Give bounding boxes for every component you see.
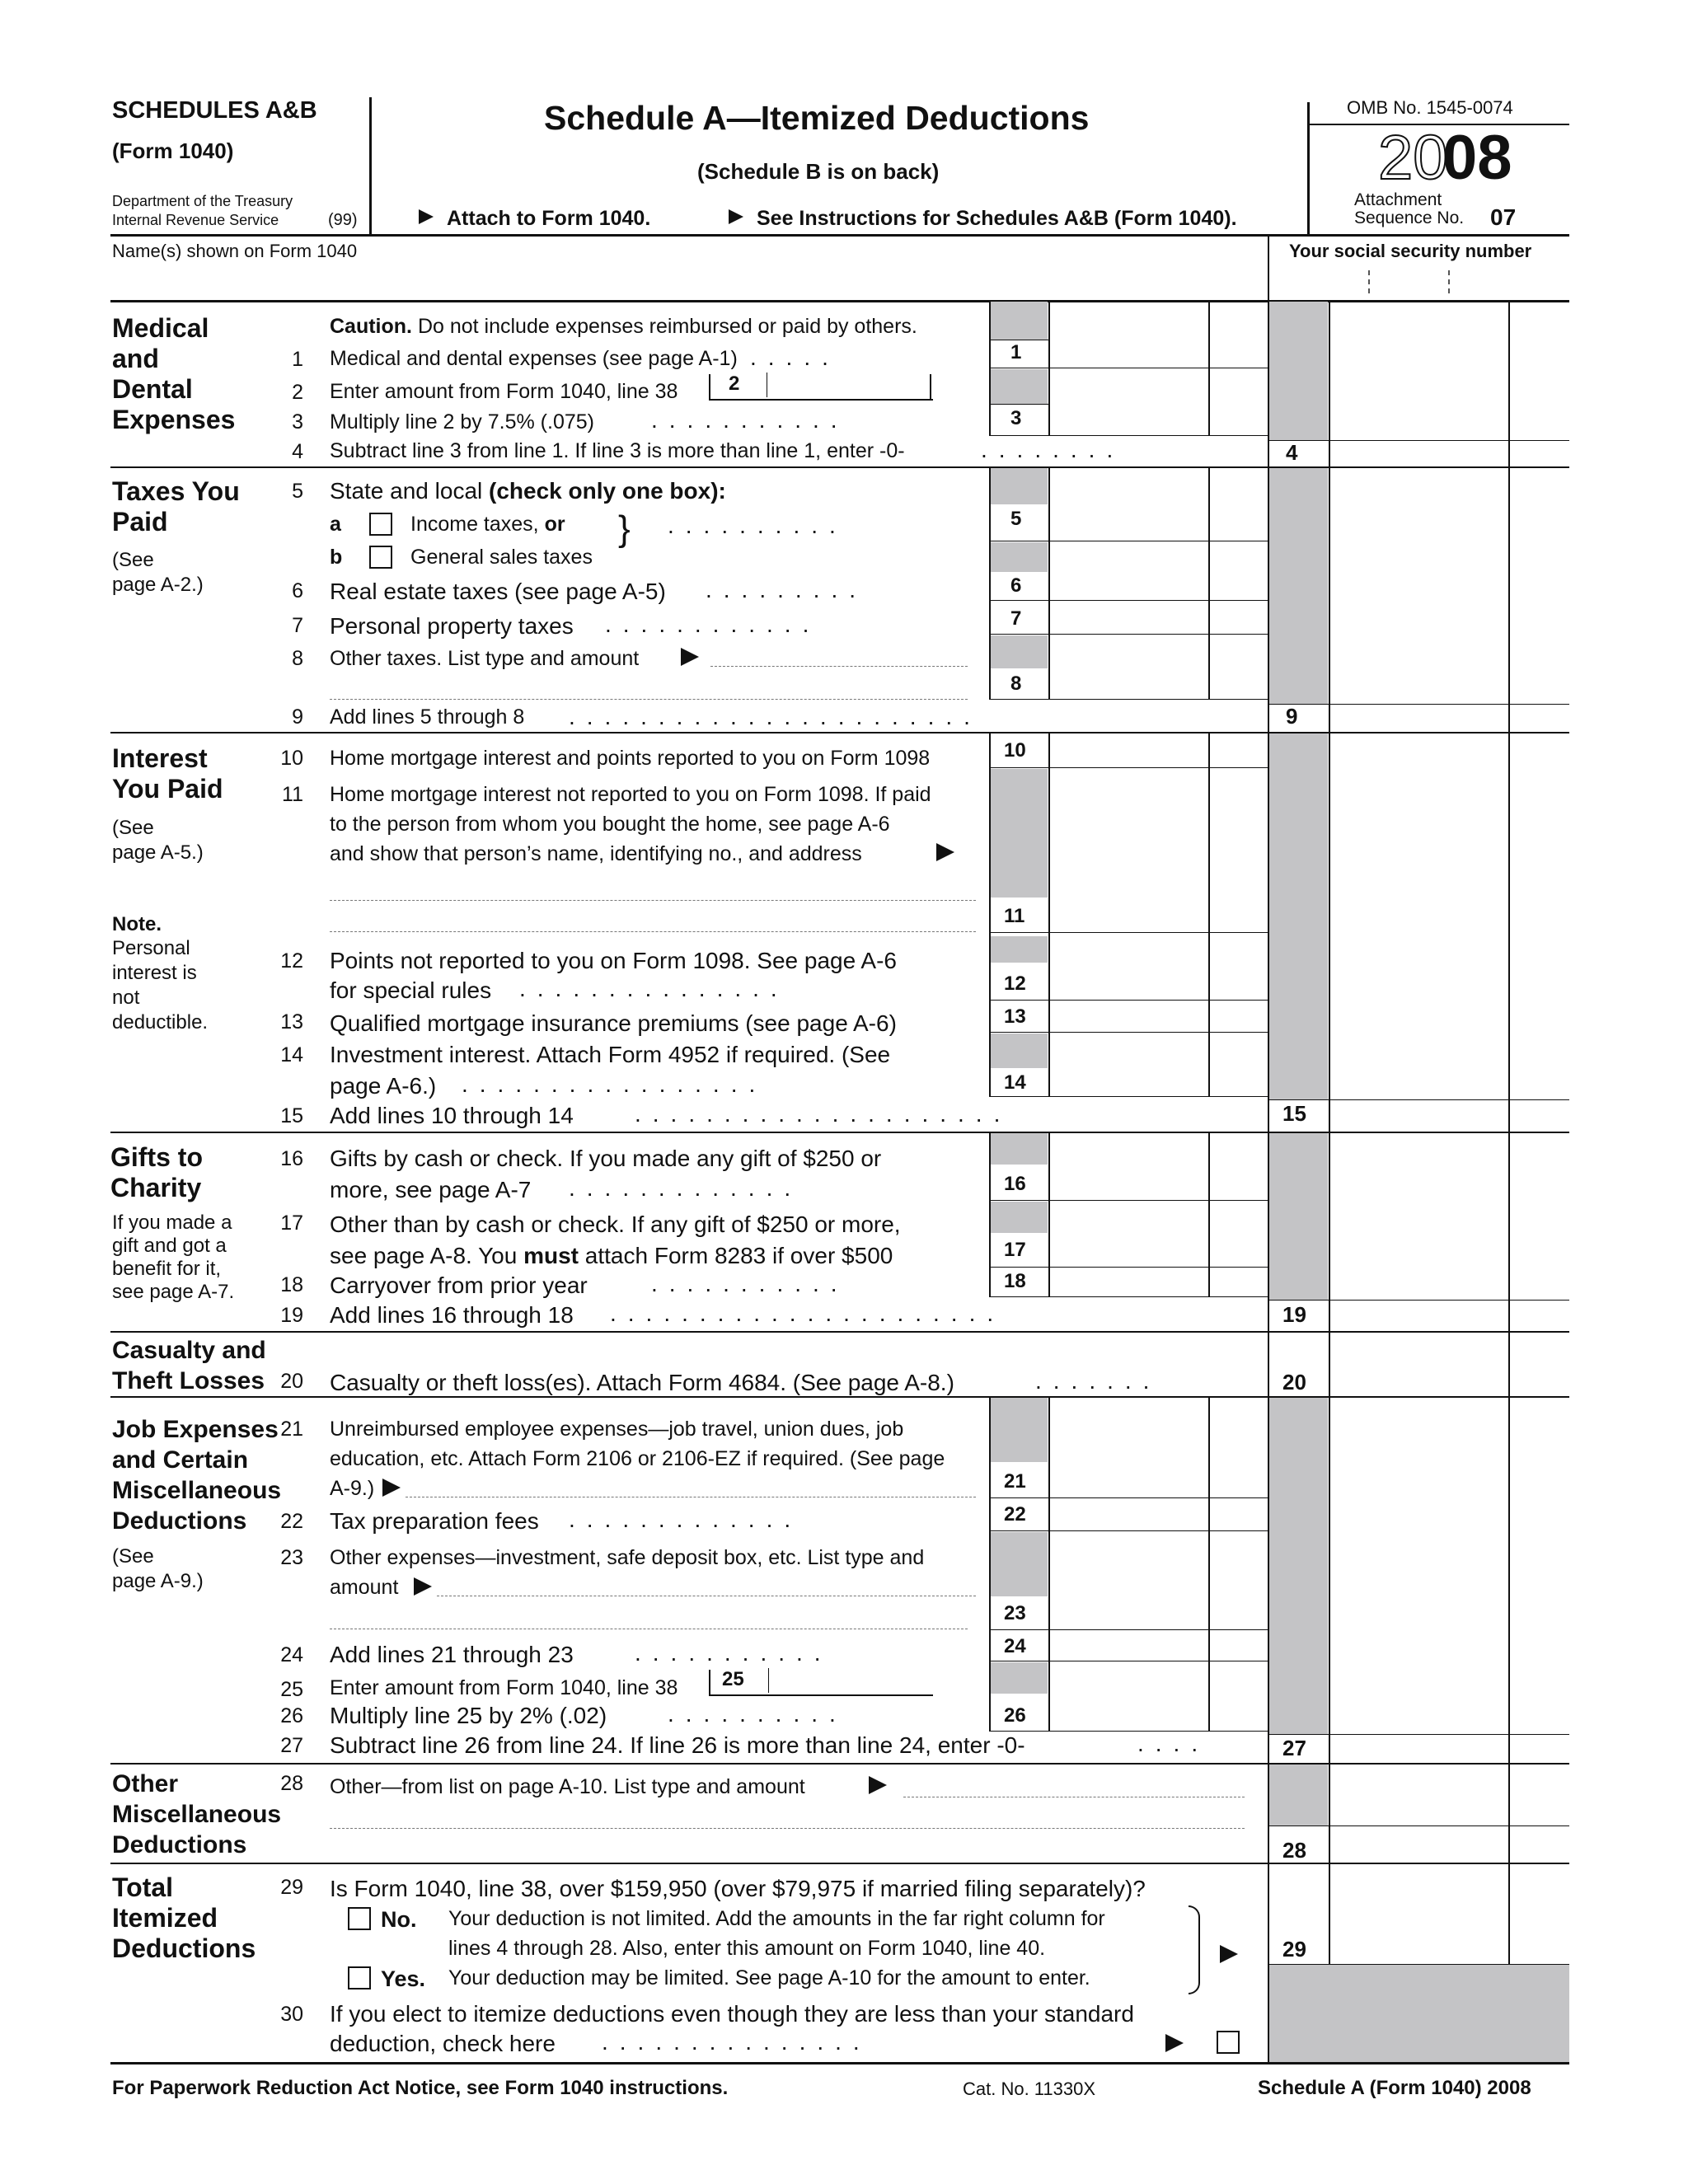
line-3-label: Multiply line 2 by 7.5% (.075) [330, 410, 594, 434]
line-21-label-c: A-9.) [330, 1477, 375, 1500]
line-number-18: 18 [280, 1273, 303, 1296]
section-medical: Medical and Dental Expenses [112, 313, 236, 434]
outer-column-label-divider [1329, 300, 1330, 2062]
line-11-arrow-icon [936, 843, 954, 861]
line-21-amount[interactable] [1050, 1466, 1266, 1496]
line-23-amount[interactable] [1050, 1598, 1266, 1628]
line-11-label-b: to the person from whom you bought the home, see page A-6 [330, 813, 890, 836]
inner-box-8: 8 [1010, 673, 1022, 695]
header-divider-left [369, 97, 372, 234]
header-rule [110, 234, 1569, 237]
line-10-label: Home mortgage interest and points reported to you on Form 1098 [330, 747, 931, 770]
line-24-label: Add lines 21 through 23 [330, 1642, 574, 1667]
form-subtitle: (Schedule B is on back) [697, 159, 940, 184]
general-sales-taxes-checkbox[interactable] [369, 546, 392, 569]
line-3-amount[interactable] [1050, 407, 1266, 434]
line-27-amount[interactable] [1330, 1706, 1568, 1734]
dots-22: ............. [569, 1507, 803, 1532]
inner-box-23: 23 [1004, 1602, 1026, 1624]
dots-5: .......... [668, 513, 847, 538]
inner-rule-12 [989, 1000, 1268, 1001]
line-19-amount[interactable] [1330, 1272, 1568, 1300]
inner-box-13: 13 [1004, 1005, 1026, 1028]
inner-box-26: 26 [1004, 1704, 1026, 1727]
inner-rule-18 [989, 1296, 1268, 1297]
line-number-1: 1 [292, 348, 303, 371]
line-21-arrow-icon [382, 1479, 401, 1497]
dots-14: ................. [462, 1071, 767, 1097]
inner-rule-11 [989, 932, 1268, 933]
inner-box-12: 12 [1004, 972, 1026, 995]
line-29-no-text-2: lines 4 through 28. Also, enter this amount on Form 1040, line 40. [448, 1937, 1046, 1960]
inner-box-7: 7 [1010, 607, 1022, 630]
note-text: Personal interest is not deductible. [112, 937, 209, 1033]
line-1-label: Medical and dental expenses (see page A-1) [330, 347, 738, 370]
shade-inner-1 [991, 302, 1048, 340]
line-25-label: Enter amount from Form 1040, line 38 [330, 1676, 678, 1699]
inner-rule-22 [989, 1530, 1268, 1531]
line-13-amount[interactable] [1050, 1001, 1266, 1030]
line-number-4: 4 [292, 440, 303, 463]
line-11-label-c: and show that person’s name, identifying no., and address [330, 842, 862, 865]
line-number-21: 21 [280, 1418, 303, 1441]
line-21-label-b: education, etc. Attach Form 2106 or 2106-EZ if required. (See page [330, 1447, 945, 1470]
line-number-3: 3 [292, 410, 303, 434]
line-number-23: 23 [280, 1546, 303, 1569]
inner-box-22: 22 [1004, 1503, 1026, 1526]
line-30-checkbox[interactable] [1217, 2031, 1240, 2054]
line-number-10: 10 [280, 747, 303, 770]
dots-30: ............... [602, 2029, 871, 2055]
inner-box-6: 6 [1010, 574, 1022, 597]
inner-box-18: 18 [1004, 1270, 1026, 1292]
line-14-label-b: page A-6.) [330, 1073, 437, 1099]
instructions-arrow-icon [729, 209, 743, 224]
dots-19: ...................... [610, 1301, 1006, 1326]
line-5-label: State and local (check only one box): [330, 478, 726, 504]
rule-after-casualty [110, 1396, 1569, 1398]
attach-arrow-icon [419, 209, 434, 224]
line-number-2: 2 [292, 381, 303, 404]
line-11-entry-2[interactable] [330, 931, 976, 932]
line-8-amount[interactable] [1050, 668, 1266, 697]
line-17-amount[interactable] [1050, 1235, 1266, 1265]
line-18-amount[interactable] [1050, 1268, 1266, 1295]
inner-rule-16 [989, 1200, 1268, 1201]
rule-after-interest [110, 1132, 1569, 1133]
year-bold: 08 [1442, 123, 1512, 193]
outer-box-27: 27 [1282, 1736, 1306, 1760]
line-29-amount[interactable] [1330, 1929, 1568, 1964]
shade-inner-21 [991, 1398, 1048, 1462]
dots-1: ..... [750, 344, 840, 370]
shade-inner-25 [991, 1662, 1048, 1694]
inner-cents-div-job [1208, 1398, 1210, 1731]
dots-4: ........ [981, 437, 1125, 462]
line-30-arrow-icon [1165, 2034, 1184, 2052]
line-29-label: Is Form 1040, line 38, over $159,950 (over $79,975 if married filing separately)? [330, 1876, 1146, 1901]
outer-box-9: 9 [1286, 704, 1298, 729]
schedule-footer: Schedule A (Form 1040) 2008 [1258, 2077, 1531, 2099]
inner-rule-b [989, 404, 1048, 405]
inner-box-10: 10 [1004, 739, 1026, 762]
attach-text: Attach to Form 1040. [447, 207, 651, 230]
line-23-label-b: amount [330, 1576, 399, 1599]
line-22-amount[interactable] [1050, 1499, 1266, 1529]
line-5b-label: General sales taxes [410, 546, 593, 569]
line-20-label: Casualty or theft loss(es). Attach Form 4684. (See page A-8.) [330, 1370, 954, 1395]
year-light: 20 [1378, 123, 1448, 193]
dots-12: ............... [519, 976, 789, 1001]
line-21-label-a: Unreimbursed employee expenses—job travel, union dues, job [330, 1418, 904, 1441]
line-29-brace [1189, 1905, 1200, 1994]
line-number-8: 8 [292, 647, 303, 670]
inner-label-div-job [1048, 1398, 1050, 1731]
line-number-29: 29 [280, 1876, 303, 1899]
caution-text: Caution. Do not include expenses reimbursed or paid by others. [330, 315, 917, 338]
line-26-label: Multiply line 25 by 2% (.02) [330, 1703, 607, 1728]
line-number-17: 17 [280, 1212, 303, 1235]
ssn-field[interactable] [1273, 262, 1568, 298]
line-number-14: 14 [280, 1043, 303, 1066]
line-17-label-a: Other than by cash or check. If any gift of $250 or more, [330, 1212, 901, 1237]
section-other: Other Miscellaneous Deductions [112, 1770, 282, 1858]
rule-after-taxes [110, 732, 1569, 733]
line-number-11: 11 [282, 783, 303, 806]
line-8-label: Other taxes. List type and amount [330, 647, 640, 670]
omb-number: OMB No. 1545-0074 [1347, 97, 1513, 118]
names-label: Name(s) shown on Form 1040 [112, 241, 358, 261]
line-15-amount[interactable] [1330, 1071, 1568, 1099]
outer-rule-28 [1268, 1825, 1569, 1826]
line-number-30: 30 [280, 2003, 303, 2026]
line-number-5: 5 [292, 480, 303, 503]
line-16-label-b: more, see page A-7 [330, 1177, 532, 1202]
rule-after-other [110, 1863, 1569, 1864]
inner-rule-26 [989, 1731, 1268, 1732]
shade-inner-17 [991, 1202, 1048, 1233]
outer-rule-19 [1268, 1300, 1569, 1301]
line-10-amount[interactable] [1050, 736, 1266, 766]
shade-inner-5a [991, 468, 1048, 504]
line-14-amount[interactable] [1050, 1065, 1266, 1094]
rule-after-medical [110, 466, 1569, 468]
shade-inner-23 [991, 1532, 1048, 1596]
line-16-amount[interactable] [1050, 1169, 1266, 1198]
section-interest: Interest You Paid [112, 743, 223, 804]
shade-outer-taxes [1269, 468, 1328, 704]
line-number-9: 9 [292, 705, 303, 729]
line-number-19: 19 [280, 1304, 303, 1327]
dots-15: ..................... [635, 1101, 1012, 1127]
outer-box-19: 19 [1282, 1302, 1306, 1327]
shade-outer-medical [1269, 302, 1328, 440]
line-number-22: 22 [280, 1510, 303, 1533]
shade-outer-gifts [1269, 1133, 1328, 1300]
inner-box-17: 17 [1004, 1239, 1026, 1261]
ssn-separator-2 [1448, 270, 1450, 293]
outer-box-4: 4 [1286, 440, 1298, 465]
line-17-label-b: see page A-8. You must attach Form 8283 if over $500 [330, 1243, 893, 1268]
line-11-label-a: Home mortgage interest not reported to you on Form 1098. If paid [330, 783, 931, 806]
line-12-label-a: Points not reported to you on Form 1098. See page A-6 [330, 948, 897, 973]
line-7-amount[interactable] [1050, 602, 1266, 632]
inner-rule-6 [989, 600, 1268, 601]
inner-box-5: 5 [1010, 508, 1022, 530]
line-26-amount[interactable] [1050, 1699, 1266, 1729]
line-11-entry-1[interactable] [330, 900, 976, 901]
line-number-6: 6 [292, 579, 303, 602]
line-5a-letter: a [330, 513, 341, 536]
line-12-label-b: for special rules [330, 977, 492, 1003]
outer-rule-4 [1268, 440, 1569, 441]
line-4-label: Subtract line 3 from line 1. If line 3 is more than line 1, enter -0- [330, 439, 905, 462]
attachment-label: Attachment [1354, 190, 1442, 209]
ssn-label: Your social security number [1289, 241, 1532, 261]
line-8-entry-2[interactable] [330, 699, 968, 700]
dots-20: ....... [1035, 1368, 1161, 1394]
line-5-amount[interactable] [1050, 508, 1266, 539]
outer-box-29: 29 [1282, 1937, 1306, 1961]
section-total: Total Itemized Deductions [112, 1872, 256, 1963]
line-number-12: 12 [280, 949, 303, 972]
outer-cents-divider [1508, 300, 1510, 2062]
outer-rule-9 [1268, 704, 1569, 705]
line-1-amount[interactable] [1050, 341, 1266, 368]
line-28-entry-2[interactable] [330, 1828, 1245, 1829]
outer-rule-15 [1268, 1099, 1569, 1100]
line-11-amount[interactable] [1050, 901, 1266, 930]
inner-box-14: 14 [1004, 1071, 1026, 1094]
line-23-arrow-icon [414, 1577, 432, 1596]
line-5a-label: Income taxes, or [410, 513, 565, 536]
line-2-label: Enter amount from Form 1040, line 38 [330, 380, 678, 403]
name-rule [110, 300, 1569, 302]
irs-label: Internal Revenue Service [112, 212, 279, 228]
line-number-26: 26 [280, 1704, 303, 1727]
inner-box-16: 16 [1004, 1173, 1026, 1195]
shade-inner-12 [991, 936, 1048, 963]
line-29-yes-text: Your deduction may be limited. See page A-10 for the amount to enter. [448, 1966, 1090, 1990]
line-13-label: Qualified mortgage insurance premiums (see page A-6) [330, 1010, 897, 1036]
form-label: (Form 1040) [112, 138, 234, 163]
paperwork-notice: For Paperwork Reduction Act Notice, see Form 1040 instructions. [112, 2077, 729, 2099]
inner-rule-13 [989, 1032, 1268, 1033]
dots-26: .......... [668, 1701, 847, 1727]
line-8-entry-1[interactable] [710, 666, 968, 667]
outer-box-20: 20 [1282, 1370, 1306, 1394]
inner-rule-17 [989, 1267, 1268, 1268]
line-30-label-a: If you elect to itemize deductions even though they are less than your standard [330, 2001, 1134, 2027]
line-number-15: 15 [280, 1104, 303, 1127]
inner-rule-8 [989, 699, 1268, 700]
income-taxes-checkbox[interactable] [369, 513, 392, 536]
shade-inner-8 [991, 635, 1048, 668]
section-job-see: (See page A-9.) [112, 1545, 204, 1592]
dots-6: ......... [706, 577, 868, 602]
line-20-amount[interactable] [1330, 1363, 1568, 1396]
outer-rule-27 [1268, 1734, 1569, 1735]
line-7-label: Personal property taxes [330, 613, 574, 639]
line-29-arrow-icon [1220, 1945, 1238, 1963]
dots-18: ........... [651, 1271, 849, 1296]
shade-inner-14 [991, 1033, 1048, 1068]
line-2-inline-box[interactable] [709, 374, 933, 401]
outer-rule-29 [1268, 1964, 1569, 1965]
line-29-no-checkbox[interactable] [348, 1907, 371, 1930]
line-6-label: Real estate taxes (see page A-5) [330, 579, 666, 604]
section-gifts-note: If you made a gift and got a benefit for it, see page A-7. [112, 1212, 235, 1303]
line-6-amount[interactable] [1050, 569, 1266, 598]
line-29-yes-label: Yes. [381, 1966, 426, 1991]
shade-inner-16 [991, 1133, 1048, 1165]
line-2-inline-box-end [930, 374, 931, 401]
line-25-box-number: 25 [722, 1668, 744, 1690]
shade-inner-2 [991, 369, 1048, 404]
ssn-separator-1 [1368, 270, 1370, 293]
inner-rule-14 [989, 1096, 1268, 1097]
line-2-box-number: 2 [729, 373, 740, 395]
line-number-25: 25 [280, 1678, 303, 1701]
rule-after-gifts [110, 1331, 1569, 1333]
line-23-label-a: Other expenses—investment, safe deposit box, etc. List type and [330, 1546, 925, 1569]
section-casualty: Casualty and Theft Losses [112, 1337, 266, 1394]
section-interest-see: (See page A-5.) [112, 817, 204, 864]
dept-label: Department of the Treasury [112, 193, 293, 209]
sequence-label: Sequence No. [1354, 209, 1465, 227]
code-99: (99) [328, 211, 358, 229]
section-taxes-see: (See page A-2.) [112, 549, 204, 596]
line-number-24: 24 [280, 1643, 303, 1666]
dots-7: ............ [605, 612, 821, 637]
line-29-no-label: No. [381, 1907, 417, 1932]
dots-24: ........... [635, 1640, 832, 1666]
header-divider-right [1307, 102, 1310, 234]
ssn-divider [1268, 236, 1269, 300]
instructions-text: See Instructions for Schedules A&B (Form 1040). [757, 207, 1237, 230]
catalog-number: Cat. No. 11330X [963, 2079, 1096, 2099]
line-12-amount[interactable] [1050, 968, 1266, 998]
dots-27: .... [1137, 1731, 1210, 1756]
line-15-label: Add lines 10 through 14 [330, 1103, 574, 1128]
dots-9: ....................... [569, 704, 982, 729]
sequence-number: 07 [1490, 204, 1517, 230]
dots-3: ........... [651, 407, 849, 433]
shade-outer-interest [1269, 733, 1328, 1099]
line-28-label: Other—from list on page A-10. List type and amount [330, 1775, 805, 1798]
rule-bottom [110, 2062, 1569, 2064]
dots-16: ............. [569, 1175, 803, 1201]
line-4-amount[interactable] [1330, 412, 1568, 440]
shade-outer-line30 [1269, 1964, 1569, 2062]
inner-box-1: 1 [1010, 341, 1022, 363]
shade-outer-job [1269, 1398, 1328, 1734]
shade-inner-5b [991, 542, 1048, 572]
inner-rule-7 [989, 634, 1268, 635]
outer-box-28: 28 [1282, 1838, 1306, 1863]
line-22-label: Tax preparation fees [330, 1508, 539, 1534]
section-taxes: Taxes You Paid [112, 476, 240, 537]
shade-outer-other [1269, 1765, 1328, 1825]
line-number-16: 16 [280, 1147, 303, 1170]
line-number-7: 7 [292, 614, 303, 637]
inner-box-24: 24 [1004, 1635, 1026, 1657]
inner-box-3: 3 [1010, 407, 1022, 429]
line-5-brace: } [618, 509, 631, 549]
line-28-arrow-icon [869, 1776, 887, 1794]
line-28-amount[interactable] [1330, 1827, 1568, 1863]
outer-box-15: 15 [1282, 1101, 1306, 1126]
note-label: Note. [112, 913, 162, 935]
line-29-no-text-1: Your deduction is not limited. Add the amounts in the far right column for [448, 1907, 1105, 1930]
line-29-yes-checkbox[interactable] [348, 1966, 371, 1990]
line-25-box-divider [768, 1668, 769, 1693]
form-title: Schedule A—Itemized Deductions [544, 99, 1090, 137]
line-number-27: 27 [280, 1734, 303, 1757]
line-8-arrow-icon [681, 648, 699, 666]
line-9-label: Add lines 5 through 8 [330, 705, 525, 729]
line-24-amount[interactable] [1050, 1631, 1266, 1659]
section-gifts: Gifts to Charity [110, 1142, 203, 1202]
line-number-13: 13 [280, 1010, 303, 1033]
inner-box-11: 11 [1004, 905, 1025, 927]
inner-rule-10 [989, 767, 1268, 768]
line-number-20: 20 [280, 1370, 303, 1393]
line-30-label-b: deduction, check here [330, 2031, 556, 2056]
line-27-label: Subtract line 26 from line 24. If line 26 is more than line 24, enter -0- [330, 1732, 1025, 1758]
line-19-label: Add lines 16 through 18 [330, 1302, 574, 1328]
inner-rule-21 [989, 1497, 1268, 1498]
line-18-label: Carryover from prior year [330, 1272, 588, 1298]
section-job: Job Expenses and Certain Miscellaneous Deductions [112, 1416, 282, 1535]
line-16-label-a: Gifts by cash or check. If you made any gift of $250 or [330, 1146, 882, 1171]
rule-after-job [110, 1763, 1569, 1765]
inner-rule-3 [989, 435, 1268, 436]
line-number-28: 28 [280, 1772, 303, 1795]
shade-inner-11 [991, 769, 1048, 898]
line-14-label-a: Investment interest. Attach Form 4952 if required. (See [330, 1042, 891, 1067]
inner-rule-23 [989, 1629, 1268, 1630]
inner-box-21: 21 [1004, 1470, 1026, 1493]
line-5b-letter: b [330, 546, 343, 569]
schedules-label: SCHEDULES A&B [112, 97, 317, 124]
line-9-amount[interactable] [1330, 676, 1568, 704]
name-field[interactable] [114, 260, 1268, 297]
